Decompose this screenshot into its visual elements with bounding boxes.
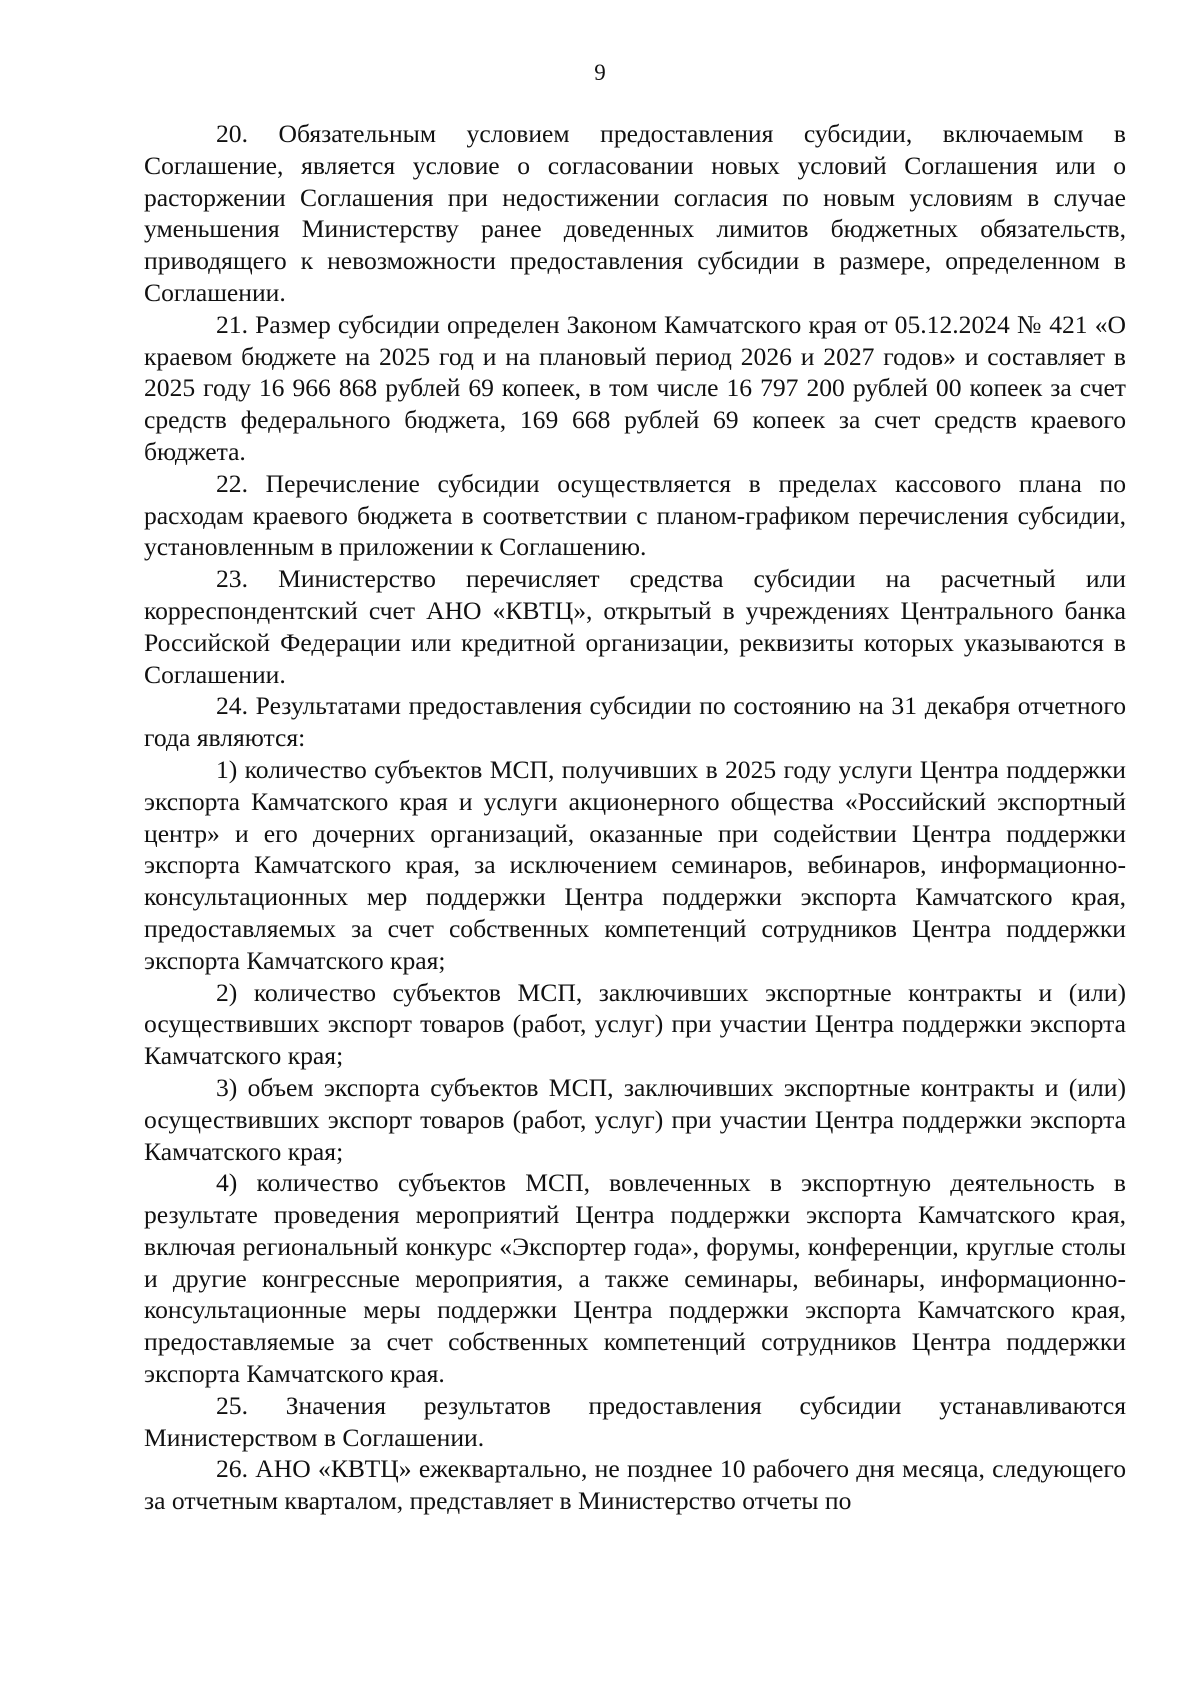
- paragraph-24: 24. Результатами предоставления субсидии по состоянию на 31 декабря отчетного года являются:: [144, 691, 1126, 753]
- paragraph-26: 26. АНО «КВТЦ» ежеквартально, не позднее 10 рабочего дня месяца, следующего за отчетным кварталом, представляет в Министерство отчеты по: [144, 1454, 1126, 1516]
- paragraph-21: 21. Размер субсидии определен Законом Камчатского края от 05.12.2024 № 421 «О краевом бюджете на 2025 год и на плановый период 2026 и 2027 годов» и составляет в 2025 году 16 966 868 рублей 69 копеек, в том числе 16 797 200 рублей 00 копеек за счет средств федерального бюджета, 169 668 рублей 69 копеек за счет средств краевого бюджета.: [144, 309, 1126, 466]
- paragraph-25: 25. Значения результатов предоставления субсидии устанавливаются Министерством в Соглашении.: [144, 1390, 1126, 1452]
- list-item-24-2: 2) количество субъектов МСП, заключивших экспортные контракты и (или) осуществивших экспорт товаров (работ, услуг) при участии Центра поддержки экспорта Камчатского края;: [144, 977, 1126, 1071]
- list-item-24-4: 4) количество субъектов МСП, вовлеченных в экспортную деятельность в результате проведения мероприятий Центра поддержки экспорта Камчатского края, включая региональный конкурс «Экспортер года», форумы, конференции, круглые столы и другие конгрессные мероприятия, а также семинары, вебинары, информационно-консультационные меры поддержки Центра поддержки экспорта Камчатского края, предоставляемые за счет собственных компетенций сотрудников Центра поддержки экспорта Камчатского края.: [144, 1168, 1126, 1389]
- paragraph-23: 23. Министерство перечисляет средства субсидии на расчетный или корреспондентский счет АНО «КВТЦ», открытый в учреждениях Центрального банка Российской Федерации или кредитной организации, реквизиты которых указываются в Соглашении.: [144, 564, 1126, 689]
- list-item-24-1: 1) количество субъектов МСП, получивших в 2025 году услуги Центра поддержки экспорта Камчатского края и услуги акционерного общества «Российский экспортный центр» и его дочерних организаций, оказанные при содействии Центра поддержки экспорта Камчатского края, за исключением семинаров, вебинаров, информационно-консультационных мер поддержки Центра поддержки экспорта Камчатского края, предоставляемых за счет собственных компетенций сотрудников Центра поддержки экспорта Камчатского края;: [144, 754, 1126, 975]
- document-body: [144, 118, 1126, 1517]
- paragraph-22: 22. Перечисление субсидии осуществляется в пределах кассового плана по расходам краевого бюджета в соответствии с планом-графиком перечисления субсидии, установленным в приложении к Соглашению.: [144, 468, 1126, 562]
- paragraph-20: 20. Обязательным условием предоставления субсидии, включаемым в Соглашение, является условие о согласовании новых условий Соглашения или о расторжении Соглашения при недостижении согласия по новым условиям в случае уменьшения Министерству ранее доведенных лимитов бюджетных обязательств, приводящего к невозможности предоставления субсидии в размере, определенном в Соглашении.: [144, 119, 1126, 307]
- list-item-24-3: 3) объем экспорта субъектов МСП, заключивших экспортные контракты и (или) осуществивших экспорт товаров (работ, услуг) при участии Центра поддержки экспорта Камчатского края;: [144, 1072, 1126, 1166]
- page-number: 9: [594, 60, 606, 85]
